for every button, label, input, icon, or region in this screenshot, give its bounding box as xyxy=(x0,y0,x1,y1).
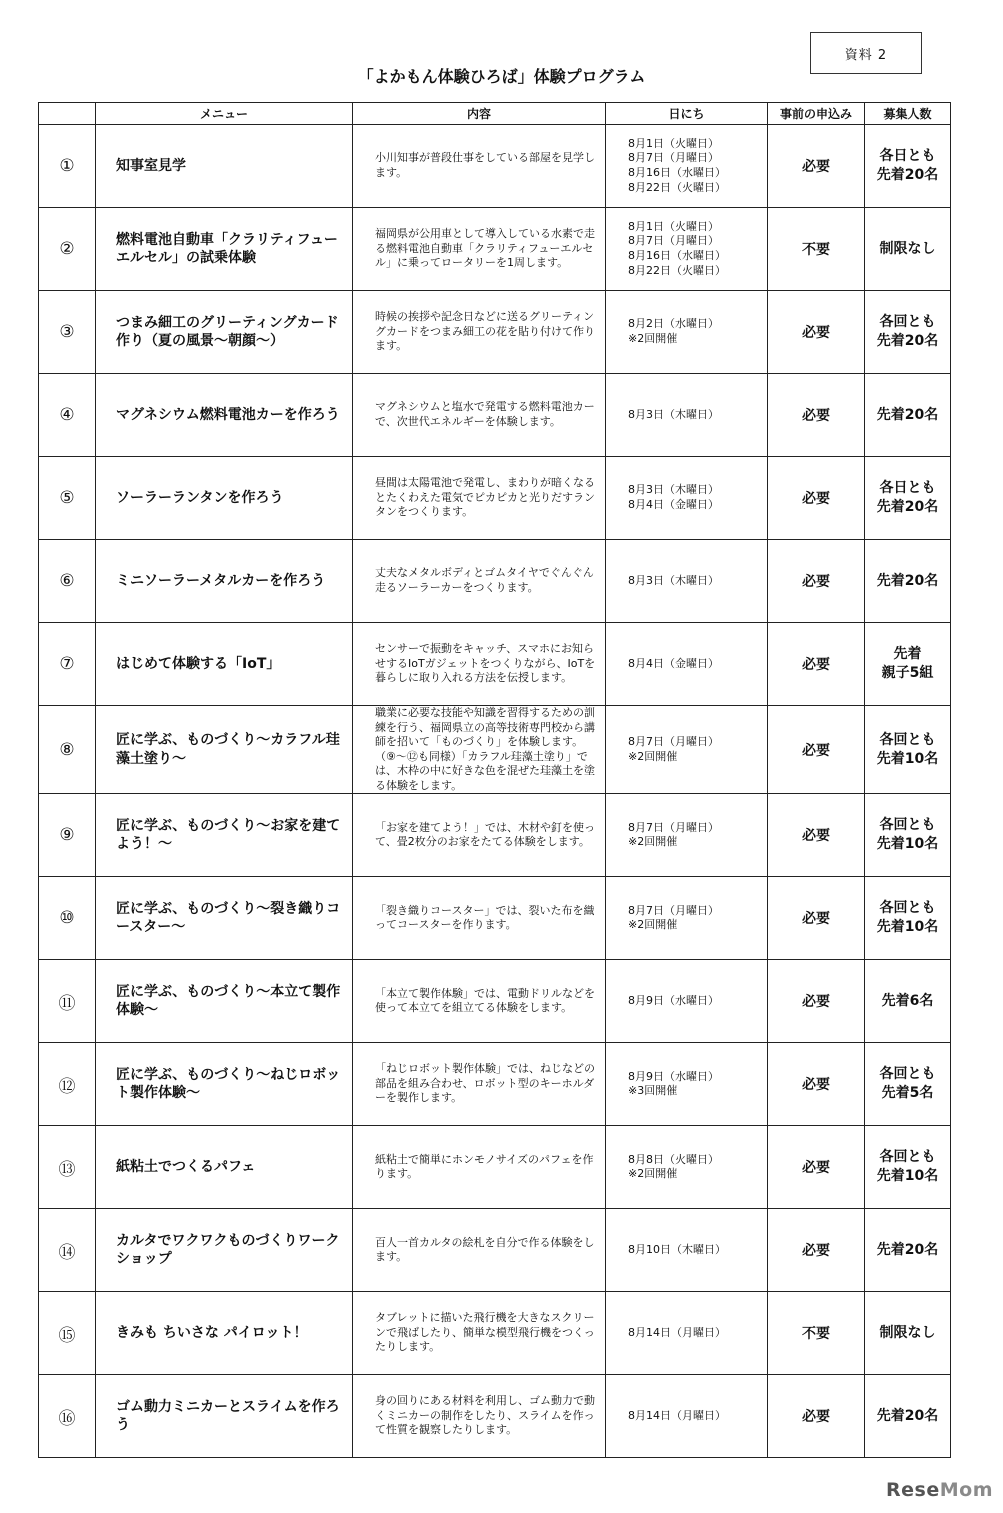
table-row xyxy=(39,1292,951,1375)
table-row xyxy=(39,125,951,208)
row-menu: ゴム動力ミニカーとスライムを作ろう xyxy=(96,1375,353,1458)
row-capacity: 先着20名 xyxy=(865,540,951,623)
row-capacity: 各日とも 先着20名 xyxy=(865,125,951,208)
table-row xyxy=(39,623,951,706)
row-number: ① xyxy=(39,125,96,208)
header-menu: メニュー xyxy=(96,103,353,125)
row-application: 必要 xyxy=(768,457,865,540)
row-number: ④ xyxy=(39,374,96,457)
table-header-row xyxy=(39,103,951,125)
row-number: ⑩ xyxy=(39,877,96,960)
row-application: 必要 xyxy=(768,623,865,706)
row-date: 8月4日（金曜日） xyxy=(606,623,768,706)
row-content: 丈夫なメタルボディとゴムタイヤでぐんぐん走るソーラーカーをつくります。 xyxy=(353,540,606,623)
row-number: ⑤ xyxy=(39,457,96,540)
row-capacity: 先着6名 xyxy=(865,960,951,1043)
document-badge: 資料 2 xyxy=(810,32,922,74)
header-capacity: 募集人数 xyxy=(865,103,951,125)
row-capacity: 各回とも 先着10名 xyxy=(865,877,951,960)
row-date: 8月3日（木曜日） xyxy=(606,540,768,623)
row-capacity: 制限なし xyxy=(865,208,951,291)
header-date: 日にち xyxy=(606,103,768,125)
row-number: ⑥ xyxy=(39,540,96,623)
row-capacity: 各日とも 先着20名 xyxy=(865,457,951,540)
row-capacity: 先着20名 xyxy=(865,1209,951,1292)
row-capacity: 先着20名 xyxy=(865,374,951,457)
row-date: 8月2日（水曜日） ※2回開催 xyxy=(606,291,768,374)
row-content: 紙粘土で簡単にホンモノサイズのパフェを作ります。 xyxy=(353,1126,606,1209)
row-application: 必要 xyxy=(768,794,865,877)
table-row xyxy=(39,794,951,877)
table-row xyxy=(39,706,951,794)
row-application: 必要 xyxy=(768,877,865,960)
table-row xyxy=(39,374,951,457)
row-application: 必要 xyxy=(768,125,865,208)
row-content: 小川知事が普段仕事をしている部屋を見学します。 xyxy=(353,125,606,208)
row-application: 必要 xyxy=(768,374,865,457)
row-menu: 匠に学ぶ、ものづくり～お家を建てよう！～ xyxy=(96,794,353,877)
table-row xyxy=(39,540,951,623)
row-number: ⑫ xyxy=(39,1043,96,1126)
row-content: 「ねじロボット製作体験」では、ねじなどの部品を組み合わせ、ロボット型のキーホルダーを製作します。 xyxy=(353,1043,606,1126)
row-date: 8月8日（火曜日） ※2回開催 xyxy=(606,1126,768,1209)
row-capacity: 各回とも 先着5名 xyxy=(865,1043,951,1126)
row-capacity: 各回とも 先着10名 xyxy=(865,706,951,794)
page-title: 「よかもん体験ひろば」体験プログラム xyxy=(357,67,646,86)
row-capacity: 各回とも 先着10名 xyxy=(865,794,951,877)
row-number: ⑮ xyxy=(39,1292,96,1375)
row-content: 時候の挨拶や記念日などに送るグリーティングカードをつまみ細工の花を貼り付けて作ります。 xyxy=(353,291,606,374)
row-content: 職業に必要な技能や知識を習得するための訓練を行う、福岡県立の高等技術専門校から講師を招いて「ものづくり」を体験します。（⑨～⑫も同様）「カラフル珪藻土塗り」では、木枠の中に好きな色を混ぜた珪藻土を塗る体験をします。 xyxy=(353,706,606,794)
row-content: 「お家を建てよう！」では、木材や釘を使って、畳2枚分のお家をたてる体験をします。 xyxy=(353,794,606,877)
row-number: ② xyxy=(39,208,96,291)
row-menu: つまみ細工のグリーティングカード作り（夏の風景～朝顔～） xyxy=(96,291,353,374)
table-row xyxy=(39,1126,951,1209)
row-menu: カルタでワクワクものづくりワークショップ xyxy=(96,1209,353,1292)
header-application: 事前の申込み xyxy=(768,103,865,125)
row-menu: ソーラーランタンを作ろう xyxy=(96,457,353,540)
row-number: ⑬ xyxy=(39,1126,96,1209)
row-application: 必要 xyxy=(768,706,865,794)
row-content: 昼間は太陽電池で発電し、まわりが暗くなるとたくわえた電気でピカピカと光りだすランタンをつくります。 xyxy=(353,457,606,540)
row-application: 必要 xyxy=(768,540,865,623)
row-capacity: 制限なし xyxy=(865,1292,951,1375)
row-date: 8月9日（水曜日） ※3回開催 xyxy=(606,1043,768,1126)
row-date: 8月3日（木曜日） 8月4日（金曜日） xyxy=(606,457,768,540)
table-row xyxy=(39,960,951,1043)
row-menu: 燃料電池自動車「クラリティフューエルセル」の試乗体験 xyxy=(96,208,353,291)
row-menu: ミニソーラーメタルカーを作ろう xyxy=(96,540,353,623)
row-number: ⑯ xyxy=(39,1375,96,1458)
row-number: ⑨ xyxy=(39,794,96,877)
row-application: 不要 xyxy=(768,208,865,291)
row-content: マグネシウムと塩水で発電する燃料電池カーで、次世代エネルギーを体験します。 xyxy=(353,374,606,457)
row-date: 8月14日（月曜日） xyxy=(606,1375,768,1458)
row-menu: 知事室見学 xyxy=(96,125,353,208)
row-date: 8月1日（火曜日） 8月7日（月曜日） 8月16日（水曜日） 8月22日（火曜日） xyxy=(606,125,768,208)
row-date: 8月3日（木曜日） xyxy=(606,374,768,457)
row-application: 必要 xyxy=(768,960,865,1043)
row-content: 「裂き織りコースター」では、裂いた布を織ってコースターを作ります。 xyxy=(353,877,606,960)
row-number: ⑪ xyxy=(39,960,96,1043)
row-capacity: 先着 親子5組 xyxy=(865,623,951,706)
table-row xyxy=(39,1375,951,1458)
row-number: ⑧ xyxy=(39,706,96,794)
watermark-logo: ReseMom xyxy=(886,1479,993,1501)
table-row xyxy=(39,1209,951,1292)
row-content: タブレットに描いた飛行機を大きなスクリーンで飛ばしたり、簡単な模型飛行機をつくったりします。 xyxy=(353,1292,606,1375)
row-menu: マグネシウム燃料電池カーを作ろう xyxy=(96,374,353,457)
header-content: 内容 xyxy=(353,103,606,125)
row-capacity: 先着20名 xyxy=(865,1375,951,1458)
row-application: 必要 xyxy=(768,1126,865,1209)
row-menu: はじめて体験する「IoT」 xyxy=(96,623,353,706)
row-capacity: 各回とも 先着20名 xyxy=(865,291,951,374)
row-date: 8月14日（月曜日） xyxy=(606,1292,768,1375)
row-menu: 匠に学ぶ、ものづくり～ねじロボット製作体験～ xyxy=(96,1043,353,1126)
program-table xyxy=(38,102,951,1458)
table-row xyxy=(39,208,951,291)
row-menu: きみも ちいさな パイロット！ xyxy=(96,1292,353,1375)
header-number xyxy=(39,103,96,125)
row-content: 「本立て製作体験」では、電動ドリルなどを使って本立てを組立てる体験をします。 xyxy=(353,960,606,1043)
row-number: ③ xyxy=(39,291,96,374)
row-menu: 匠に学ぶ、ものづくり～本立て製作体験～ xyxy=(96,960,353,1043)
row-content: 身の回りにある材料を利用し、ゴム動力で動くミニカーの制作をしたり、スライムを作って性質を観察したりします。 xyxy=(353,1375,606,1458)
row-application: 不要 xyxy=(768,1292,865,1375)
row-content: 福岡県が公用車として導入している水素で走る燃料電池自動車「クラリティフューエルセル」に乗ってロータリーを1周します。 xyxy=(353,208,606,291)
table-row xyxy=(39,877,951,960)
row-date: 8月9日（水曜日） xyxy=(606,960,768,1043)
row-date: 8月1日（火曜日） 8月7日（月曜日） 8月16日（水曜日） 8月22日（火曜日） xyxy=(606,208,768,291)
row-date: 8月10日（木曜日） xyxy=(606,1209,768,1292)
row-number: ⑦ xyxy=(39,623,96,706)
row-content: センサーで振動をキャッチ、スマホにお知らせするIoTガジェットをつくりながら、IoTを暮らしに取り入れる方法を伝授します。 xyxy=(353,623,606,706)
row-number: ⑭ xyxy=(39,1209,96,1292)
row-date: 8月7日（月曜日） ※2回開催 xyxy=(606,706,768,794)
table-row xyxy=(39,457,951,540)
row-capacity: 各回とも 先着10名 xyxy=(865,1126,951,1209)
row-menu: 紙粘土でつくるパフェ xyxy=(96,1126,353,1209)
row-menu: 匠に学ぶ、ものづくり～カラフル珪藻土塗り～ xyxy=(96,706,353,794)
row-application: 必要 xyxy=(768,1043,865,1126)
row-date: 8月7日（月曜日） ※2回開催 xyxy=(606,794,768,877)
table-row xyxy=(39,1043,951,1126)
row-content: 百人一首カルタの絵札を自分で作る体験をします。 xyxy=(353,1209,606,1292)
row-application: 必要 xyxy=(768,291,865,374)
row-menu: 匠に学ぶ、ものづくり～裂き織りコースター～ xyxy=(96,877,353,960)
row-date: 8月7日（月曜日） ※2回開催 xyxy=(606,877,768,960)
row-application: 必要 xyxy=(768,1375,865,1458)
table-row xyxy=(39,291,951,374)
row-application: 必要 xyxy=(768,1209,865,1292)
